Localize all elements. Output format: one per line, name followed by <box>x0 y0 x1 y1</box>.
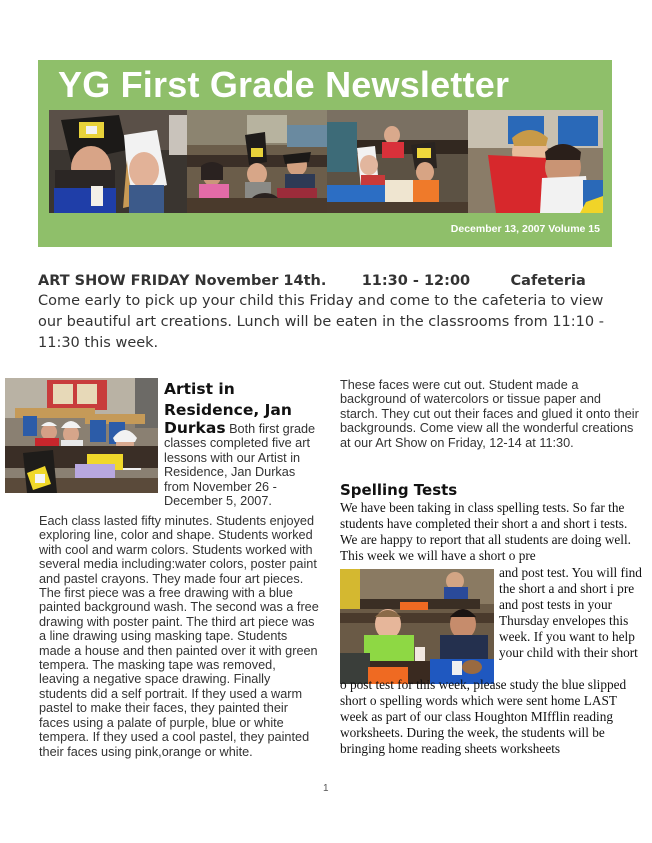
announcement-event: ART SHOW FRIDAY November 14th. <box>38 273 327 289</box>
header-photo-strip <box>49 110 603 213</box>
announcement-body: Come early to pick up your child this Friday and come to the cafeteria to view our beautiful art creations. Lunch will be eaten in the classrooms from 11:10 - 11:30 this week. <box>38 293 604 351</box>
announcement-headline <box>38 273 638 289</box>
spelling-article-continued: o post test for this week, please study the blue slipped short o spelling words which were sent home LAST week as part of our class Houghton MIfflin reading worksheets. During the week, the students will be bringing home reading sheets worksheets <box>340 677 627 756</box>
artist-article-continued: These faces were cut out. Student made a background of watercolors or tissue paper and starch. They cut out their faces and glued it onto their backgrounds. Come view all the wonderful creations at our Art Show on Friday, 12-14 at 11:30. <box>340 378 639 450</box>
artist-article-body: Each class lasted fifty minutes. Students enjoyed exploring line, color and shape. Students worked with cool and warm colors. Students worked with several media including:water colors, poster paint and pastel crayons. They made four art pieces. The first piece was a free drawing with a blue painted background wash. The second was a free drawing with poster paint. The third art piece was a line drawing using masking tape. Students made a house and then painted over it with green tempera. The masking tape was removed, leaving a negative space drawing. Finally students did a self portrait. If they used a warm pastel to make their faces, they painted their faces using a palate of purple, blue or white tempera. If they used a cool pastel, they painted their faces using pink,orange or white. <box>39 514 319 759</box>
artist-heading-line-1: Artist in <box>164 380 235 398</box>
header-photo-3 <box>327 110 468 213</box>
newsletter-masthead <box>38 60 612 247</box>
newsletter-title: YG First Grade Newsletter <box>58 64 510 105</box>
issue-date-volume: December 13, 2007 Volume 15 <box>450 223 600 235</box>
spelling-article-heading: Spelling Tests <box>340 481 458 499</box>
artist-article-photo <box>5 378 158 493</box>
header-photo-2 <box>187 110 327 213</box>
artist-article-heading <box>164 379 314 421</box>
artist-intro-text: Both first grade classes completed five art lessons with our Artist in Residence, Jan Durkas from November 26 - December 5, 2007. <box>164 422 316 509</box>
art-show-announcement <box>38 273 638 354</box>
page-number: 1 <box>323 783 329 794</box>
artist-heading-line-2: Residence, Jan <box>164 401 292 419</box>
spelling-article-intro: We have been taking in class spelling tests. So far the students have completed their short a and short i tests. We are happy to report that all students are doing well. This week we will have a short o pre <box>340 500 631 563</box>
header-photo-1 <box>49 110 187 213</box>
spelling-article-photo <box>340 569 494 684</box>
announcement-time: 11:30 - 12:00 <box>361 273 471 289</box>
header-photo-4 <box>468 110 603 213</box>
announcement-location: Cafeteria <box>510 273 586 289</box>
artist-article-intro <box>164 421 316 508</box>
spelling-article-wrapped-text: and post test. You will find the short a and short i pre and post tests in your Thursday envelopes this week. If you want to help your child with their short <box>499 565 642 660</box>
artist-heading-line-3: Durkas <box>164 419 226 437</box>
